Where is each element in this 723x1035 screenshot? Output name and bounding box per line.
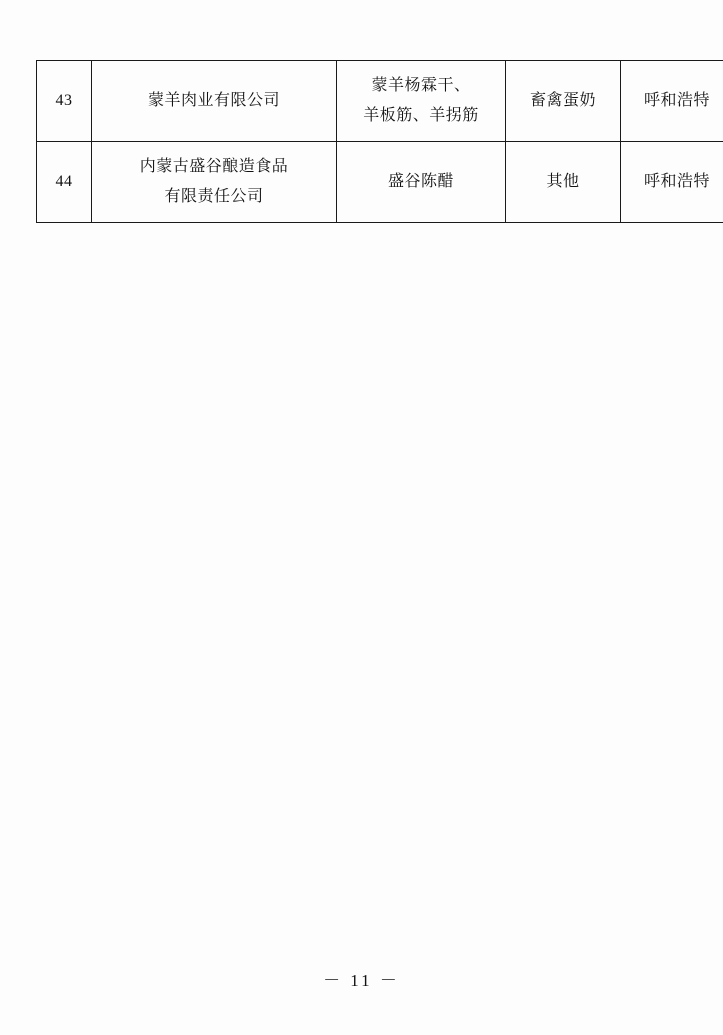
table-row	[37, 142, 723, 223]
cell-region: 呼和浩特	[621, 142, 723, 223]
cell-region: 呼和浩特	[621, 61, 723, 142]
company-line: 蒙羊肉业有限公司	[147, 92, 280, 109]
cell-company	[92, 61, 337, 142]
table-row	[37, 61, 723, 142]
product-line: 蒙羊杨霖干、	[371, 77, 471, 94]
product-line: 羊板筋、羊拐筋	[363, 107, 479, 124]
table-body	[37, 61, 723, 223]
cell-product	[337, 61, 506, 142]
cell-category: 其他	[506, 142, 621, 223]
cell-index: 43	[37, 61, 92, 142]
cell-index: 44	[37, 142, 92, 223]
page-number: － 11 －	[323, 971, 400, 990]
enterprise-table	[36, 60, 723, 223]
cell-category: 畜禽蛋奶	[506, 61, 621, 142]
product-line: 盛谷陈醋	[387, 173, 454, 190]
cell-company	[92, 142, 337, 223]
company-line: 内蒙古盛谷酿造食品	[139, 158, 289, 175]
company-line: 有限责任公司	[164, 188, 264, 205]
cell-product	[337, 142, 506, 223]
